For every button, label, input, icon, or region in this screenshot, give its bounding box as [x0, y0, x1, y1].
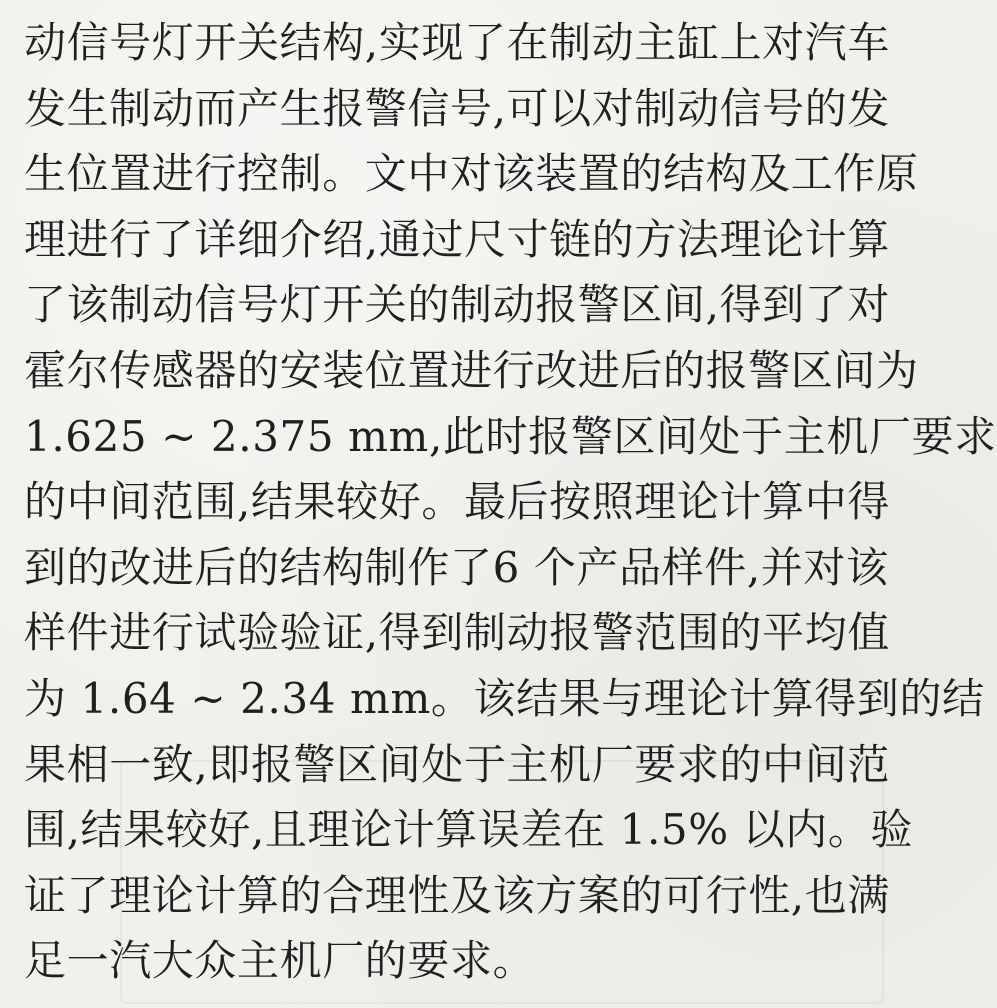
text-line: 证了理论计算的合理性及该方案的可行性,也满 — [24, 870, 890, 920]
text-line: 为 1.64 ~ 2.34 mm。该结果与理论计算得到的结 — [24, 673, 985, 723]
text-line: 到的改进后的结构制作了6 个产品样件,并对该 — [24, 542, 889, 592]
text-line: 足一汽大众主机厂的要求。 — [24, 936, 536, 986]
text-line: 1.625 ~ 2.375 mm,此时报警区间处于主机厂要求 — [24, 411, 997, 461]
text-line: 了该制动信号灯开关的制动报警区间,得到了对 — [24, 280, 890, 330]
text-line: 的中间范围,结果较好。最后按照理论计算中得 — [24, 477, 890, 527]
body-text — [24, 10, 997, 994]
text-line: 围,结果较好,且理论计算误差在 1.5% 以内。验 — [24, 805, 914, 855]
text-line: 生位置进行控制。文中对该装置的结构及工作原 — [24, 149, 919, 199]
text-line: 霍尔传感器的安装位置进行改进后的报警区间为 — [24, 345, 919, 395]
text-line: 发生制动而产生报警信号,可以对制动信号的发 — [24, 83, 890, 133]
text-line: 样件进行试验验证,得到制动报警范围的平均值 — [24, 608, 890, 658]
text-line: 动信号灯开关结构,实现了在制动主缸上对汽车 — [24, 18, 890, 67]
text-line: 理进行了详细介绍,通过尺寸链的方法理论计算 — [24, 214, 890, 264]
text-line: 果相一致,即报警区间处于主机厂要求的中间范 — [24, 739, 890, 789]
